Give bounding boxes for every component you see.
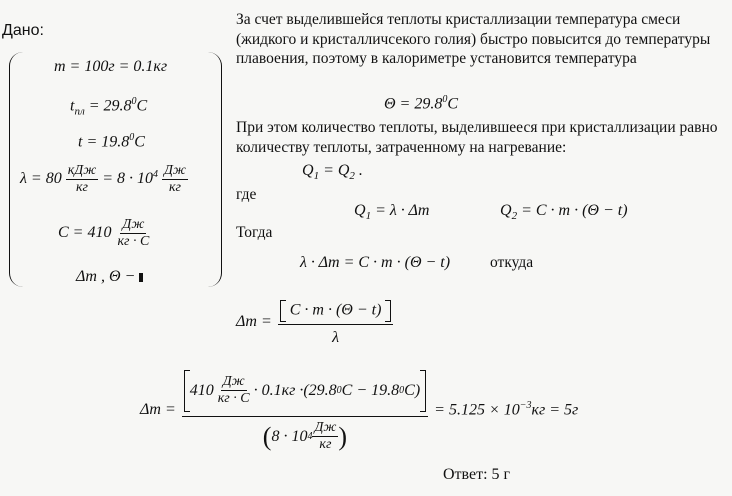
given-specific-heat: C = 410 $\frac{Дж}{кг \cdot C}$	[58, 217, 150, 249]
label-whence: откуда	[490, 254, 534, 271]
given-mass: m = 100г = 0.1кг	[54, 58, 168, 75]
q1-definition: $Q_1 = \lambda \cdot \Delta m$	[354, 202, 430, 223]
lambda-frac-kj: $\frac{\text{кДж}}{кг}$	[67, 163, 97, 195]
given-initial-temp: $t = 19.8^0C$	[78, 132, 145, 151]
c-frac: $\frac{Дж}{кг \cdot C}$	[117, 217, 150, 249]
formula2-unit-frac: $\frac{Дж}{кг \cdot C}$	[217, 374, 250, 407]
formula2-result: = $5.125 \times 10^{-3}кг = 5г$	[434, 400, 579, 419]
theta-equation: $\Theta = 29.8^0C$	[384, 94, 459, 113]
heat-equality: $Q_1 = Q_2$ .	[302, 162, 363, 183]
given-heading: Дано:	[2, 22, 44, 39]
lambda-frac-j: $\frac{Дж}{кг}$	[164, 163, 186, 195]
paragraph-intro: За счет выделившейся теплоты кристаллизации температура смеси (жидкого и кристалличсекого голия) быстро повысится до температуры плавоения, поэтому в калориметре установится температура	[236, 11, 711, 67]
formula2-fraction: 410 $\frac{Дж}{кг \cdot C}$ · 0.1кг · (29.8 0 C − 19.8 0 C) ( 8 · 10 4 $\frac{Дж}{кг}$ )	[182, 368, 428, 452]
given-latent-heat: λ = 80 $\frac{\text{кДж}}{кг}$ = $8 \cdot 10^4$ $\frac{Дж}{кг}$	[20, 163, 186, 195]
formula2-den-frac: $\frac{Дж}{кг}$	[314, 420, 337, 452]
formula1-fraction: $\frac{C \cdot m \cdot (\Theta - t)}{\lambda}$	[278, 298, 394, 347]
q2-definition: $Q_2 = C \cdot m \cdot (\Theta - t)$	[500, 202, 628, 223]
label-where: где	[236, 186, 257, 203]
given-melting-temp: $t_{пл} = 29.8^0C$	[70, 96, 148, 118]
given-brace-right	[205, 52, 222, 287]
formula-delta-m: Δm = $\frac{C \cdot m \cdot (\Theta - t)}{\lambda}$	[236, 298, 393, 347]
balance-equation: λ · Δm = C · m · (Θ − t)	[300, 254, 451, 271]
given-find: Δm , Θ −	[76, 268, 143, 286]
answer: Ответ: 5 г	[443, 466, 511, 483]
label-then: Тогда	[236, 224, 273, 241]
formula-numeric: Δm = 410 $\frac{Дж}{кг \cdot C}$ · 0.1кг · (29.8 0 C − 19.8 0 C) ( 8 · 10 4 $\frac{Дж}{кг}$ ) = $5.125 \times 10^{-3}кг = 5г$	[140, 368, 578, 452]
paragraph-heat-balance: При этом количество теплоты, выделившееся при кристаллизации равно количеству теплоты, затраченному на нагревание:	[236, 119, 718, 156]
